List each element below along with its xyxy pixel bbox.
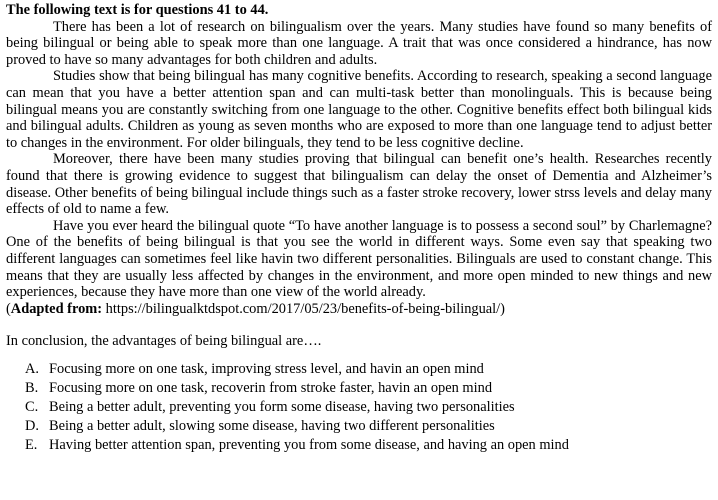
paragraph-2: Studies show that being bilingual has many cognitive benefits. According to research, speaking a second language can mean that you have a better attention span and can multi-task better than monolinguals. This is because being bilingual means you are constantly switching from one language to the other. Cognitive benefits effect both bilingual kids and bilingual adults. Children as young as seven months who are exposed to more than one language tend to adjust better to changes in the environment. For older bilinguals, they tend to be less cognitive decline. (6, 68, 712, 151)
option-letter: C. (25, 398, 39, 415)
option-letter: E. (25, 436, 38, 453)
option-text: Having better attention span, preventing you from some disease, and having an open mind (49, 436, 569, 453)
paragraph-4: Have you ever heard the bilingual quote “To have another language is to possess a second soul” by Charlemagne? One of the benefits of being bilingual is that you see the world in different ways. Some even say that speaking two different languages can sometimes feel like havin two different personalities. Bilinguals are used to constant change. This means that they are usually less affected by changes in the environment, and more open minded to new things and new experiences, because they have more than one view of the world already. (6, 217, 712, 301)
source-label (11, 301, 102, 317)
answer-option-c[interactable] (25, 398, 712, 417)
source-label-colon: : (97, 300, 103, 317)
option-text: Focusing more on one task, recoverin from stroke faster, havin an open mind (49, 379, 493, 396)
paragraph-1: There has been a lot of research on bilingualism over the years. Many studies have found so many benefits of being bilingual or being able to speak more than one language. A trait that was once considered a hindrance, has now proved to have so many advantages for both children and adults. (6, 18, 712, 68)
answer-option-b[interactable] (25, 379, 712, 398)
source-citation (6, 301, 712, 318)
option-letter: D. (25, 417, 39, 434)
option-letter: B. (25, 379, 39, 396)
paragraph-3: Moreover, there have been many studies proving that bilingual can benefit one’s health. Researches recently found that there is growing evidence to suggest that bilingualism can delay the onset of Dementia and Alzheimer’s disease. Other benefits of being bilingual include things such as a faster stroke recovery, lower strss levels and delay many effects of old to name a few. (6, 151, 712, 218)
answer-option-d[interactable] (25, 417, 712, 436)
answer-option-a[interactable] (25, 360, 712, 379)
source-open-paren: ( (6, 300, 11, 317)
answer-option-e[interactable] (25, 436, 712, 455)
option-text: Being a better adult, slowing some disease, having two different personalities (49, 417, 495, 434)
source-label-text: Adapted from (10, 300, 98, 317)
option-letter: A. (25, 360, 39, 377)
passage-heading: The following text is for questions 41 to 44. (6, 2, 269, 18)
option-text: Focusing more on one task, improving stress level, and havin an open mind (49, 360, 484, 377)
option-text: Being a better adult, preventing you form some disease, having two personalities (49, 398, 515, 415)
answer-options (6, 360, 712, 455)
source-url: https://bilingualktdspot.com/2017/05/23/benefits-of-being-bilingual/) (102, 300, 505, 317)
question-text: In conclusion, the advantages of being bilingual are…. (6, 333, 322, 350)
